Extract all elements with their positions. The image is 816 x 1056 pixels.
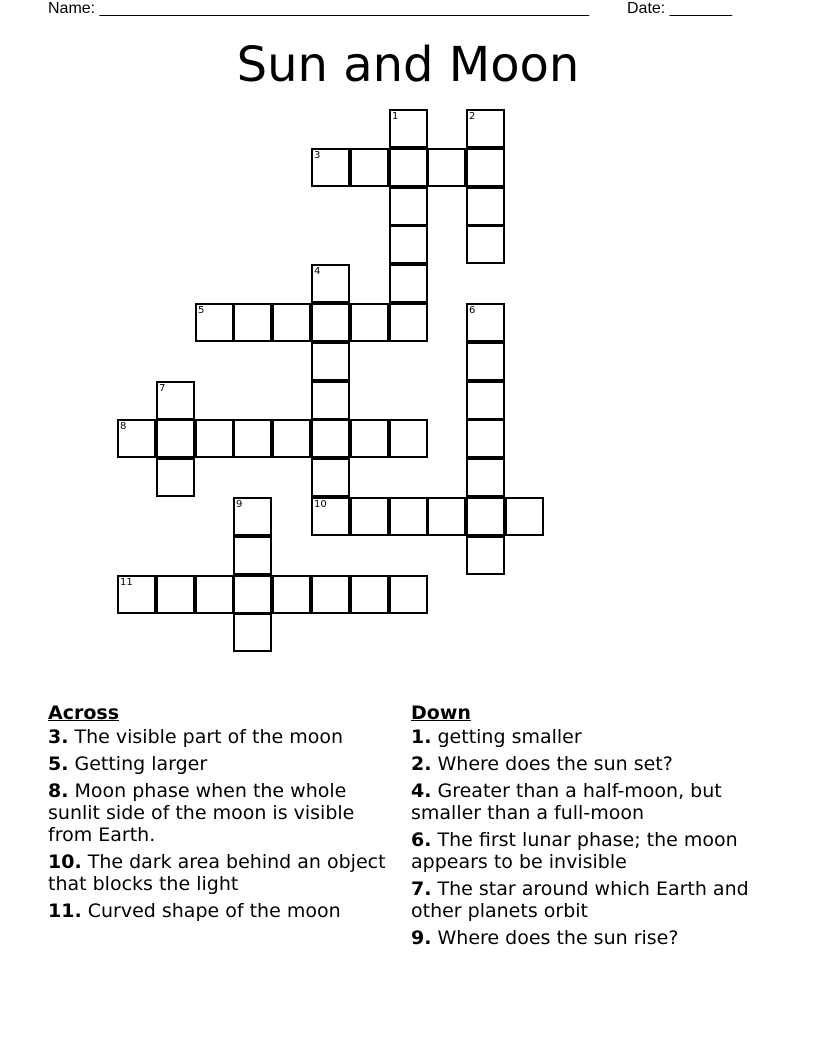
crossword-cell[interactable] <box>195 303 234 342</box>
clue-text: Greater than a half-moon, but smaller than a full-moon <box>411 780 722 824</box>
crossword-cell[interactable] <box>233 613 272 652</box>
crossword-cell[interactable] <box>311 575 350 614</box>
crossword-cell[interactable] <box>350 497 389 536</box>
clue-text: Where does the sun set? <box>431 753 673 775</box>
crossword-cell[interactable] <box>233 303 272 342</box>
clue-number: 8. <box>48 780 69 802</box>
down-clue <box>411 726 761 748</box>
clue-text: The visible part of the moon <box>68 726 344 748</box>
crossword-cell[interactable] <box>466 381 505 420</box>
clue-number: 5. <box>48 753 69 775</box>
name-field-label: Name: _______________________________________________________ <box>48 0 589 17</box>
page-title: Sun and Moon <box>236 37 580 93</box>
down-clue-list <box>411 726 761 949</box>
clue-text: Where does the sun rise? <box>431 927 679 949</box>
crossword-cell[interactable] <box>311 264 350 303</box>
clue-text: The star around which Earth and other planets orbit <box>411 878 749 922</box>
crossword-cell[interactable] <box>466 419 505 458</box>
date-field-label: Date: _______ <box>627 0 732 17</box>
crossword-cell[interactable] <box>350 419 389 458</box>
crossword-cell[interactable] <box>311 497 350 536</box>
crossword-cell[interactable] <box>311 148 350 187</box>
crossword-cell[interactable] <box>311 458 350 497</box>
crossword-cell[interactable] <box>350 303 389 342</box>
crossword-cell[interactable] <box>466 497 505 536</box>
crossword-cell[interactable] <box>350 148 389 187</box>
crossword-cell[interactable] <box>466 148 505 187</box>
down-clue <box>411 753 761 775</box>
crossword-cell[interactable] <box>272 419 311 458</box>
crossword-cell[interactable] <box>233 536 272 575</box>
crossword-cell[interactable] <box>466 303 505 342</box>
clue-text: Moon phase when the whole sunlit side of the moon is visible from Earth. <box>48 780 355 846</box>
crossword-cell[interactable] <box>389 264 428 303</box>
across-clue <box>48 851 393 895</box>
crossword-cell[interactable] <box>233 575 272 614</box>
crossword-cell[interactable] <box>195 419 234 458</box>
crossword-cell[interactable] <box>272 303 311 342</box>
crossword-cell[interactable] <box>389 148 428 187</box>
clue-text: Curved shape of the moon <box>81 900 341 922</box>
clue-text: getting smaller <box>431 726 582 748</box>
crossword-cell[interactable] <box>389 225 428 264</box>
cell-number: 5 <box>198 305 205 316</box>
across-clue <box>48 900 393 922</box>
cell-number: 11 <box>120 577 133 588</box>
across-clue <box>48 780 393 846</box>
cell-number: 7 <box>159 383 166 394</box>
clue-text: The dark area behind an object that blocks the light <box>48 851 386 895</box>
crossword-cell[interactable] <box>466 536 505 575</box>
clue-number: 10. <box>48 851 82 873</box>
crossword-cell[interactable] <box>466 458 505 497</box>
crossword-cell[interactable] <box>350 575 389 614</box>
crossword-cell[interactable] <box>389 303 428 342</box>
clue-text: The first lunar phase; the moon appears to be invisible <box>411 829 738 873</box>
clue-number: 9. <box>411 927 432 949</box>
down-heading: Down <box>411 702 471 724</box>
cell-number: 1 <box>392 111 399 122</box>
across-clues <box>48 702 393 927</box>
crossword-cell[interactable] <box>389 109 428 148</box>
crossword-cell[interactable] <box>156 381 195 420</box>
clue-number: 7. <box>411 878 432 900</box>
clue-number: 2. <box>411 753 432 775</box>
cell-number: 2 <box>469 111 476 122</box>
down-clue <box>411 878 761 922</box>
across-heading: Across <box>48 702 120 724</box>
crossword-cell[interactable] <box>311 381 350 420</box>
crossword-cell[interactable] <box>156 575 195 614</box>
cell-number: 8 <box>120 421 127 432</box>
crossword-cell[interactable] <box>233 497 272 536</box>
crossword-cell[interactable] <box>311 419 350 458</box>
clue-number: 6. <box>411 829 432 851</box>
clue-number: 1. <box>411 726 432 748</box>
cell-number: 10 <box>314 499 327 510</box>
across-clue <box>48 753 393 775</box>
clue-number: 4. <box>411 780 432 802</box>
crossword-cell[interactable] <box>311 342 350 381</box>
crossword-cell[interactable] <box>505 497 544 536</box>
crossword-cell[interactable] <box>427 497 466 536</box>
crossword-cell[interactable] <box>117 575 156 614</box>
crossword-cell[interactable] <box>389 575 428 614</box>
down-clue <box>411 829 761 873</box>
down-clues <box>411 702 761 954</box>
crossword-cell[interactable] <box>466 109 505 148</box>
crossword-cell[interactable] <box>389 497 428 536</box>
clue-text: Getting larger <box>68 753 208 775</box>
down-clue <box>411 780 761 824</box>
crossword-cell[interactable] <box>466 187 505 226</box>
crossword-cell[interactable] <box>272 575 311 614</box>
crossword-cell[interactable] <box>427 148 466 187</box>
down-clue <box>411 927 761 949</box>
crossword-cell[interactable] <box>389 419 428 458</box>
crossword-cell[interactable] <box>117 419 156 458</box>
crossword-cell[interactable] <box>389 187 428 226</box>
crossword-cell[interactable] <box>195 575 234 614</box>
crossword-cell[interactable] <box>156 419 195 458</box>
cell-number: 3 <box>314 150 321 161</box>
cell-number: 9 <box>236 499 243 510</box>
across-clue <box>48 726 393 748</box>
crossword-cell[interactable] <box>311 303 350 342</box>
cell-number: 4 <box>314 266 321 277</box>
clue-number: 3. <box>48 726 69 748</box>
clue-number: 11. <box>48 900 82 922</box>
crossword-cell[interactable] <box>233 419 272 458</box>
crossword-cell[interactable] <box>466 225 505 264</box>
crossword-cell[interactable] <box>156 458 195 497</box>
across-clue-list <box>48 726 393 922</box>
crossword-cell[interactable] <box>466 342 505 381</box>
cell-number: 6 <box>469 305 476 316</box>
